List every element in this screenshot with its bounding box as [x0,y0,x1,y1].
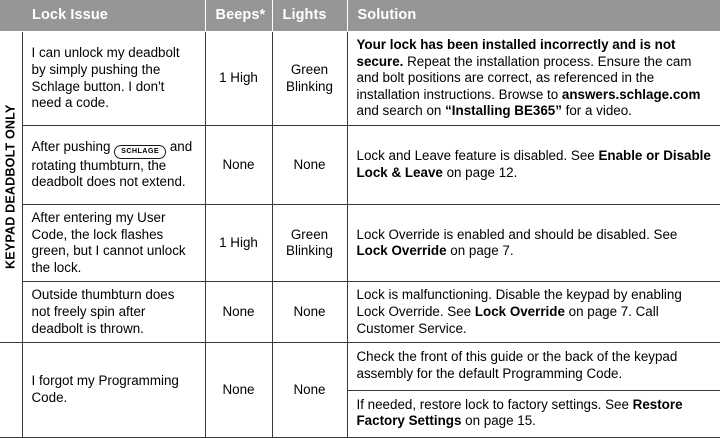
header-category-spacer [0,0,22,32]
solution-emphasis: Your lock has been installed incorrectly and is not secure. [357,37,676,69]
solution-text: on page 12. [443,165,517,180]
cell-beeps: 1 High [205,205,272,282]
header-lights: Lights [272,0,347,32]
table-row [0,282,720,343]
cell-solution [347,32,720,126]
cell-issue [22,126,205,205]
cell-lights: Green Blinking [272,32,347,126]
cell-issue [22,343,205,437]
solution-text: Lock is malfunctioning. Disable the keypad by enabling Lock Override. See [357,287,682,319]
solution-text: If needed, restore lock to factory settings. See [357,397,633,412]
cell-lights: None [272,343,347,437]
solution-emphasis: “Installing BE365” [445,103,562,118]
cell-issue [22,32,205,126]
category-label-keypad-deadbolt-only [0,32,22,343]
solution-text: Check the front of this guide or the back of the keypad assembly for the default Programming Code. [357,349,678,381]
solution-part-1 [348,343,720,390]
row-category-spacer [0,343,22,437]
table-row [0,126,720,205]
issue-text: I can unlock my deadbolt by simply pushing the Schlage button. I don't need a code. [32,45,180,110]
issue-text: Outside thumbturn does not freely spin after deadbolt is thrown. [32,287,175,335]
solution-emphasis: Lock Override [475,304,565,319]
issue-text: I forgot my Programming Code. [32,373,179,405]
header-beeps: Beeps* [205,0,272,32]
cell-lights: Green Blinking [272,205,347,282]
header-row [0,0,720,32]
header-solution: Solution [347,0,720,32]
cell-solution [347,282,720,343]
solution-emphasis: Restore Factory Settings [357,397,683,429]
solution-text: on page 15. [461,413,535,428]
category-label-text: KEYPAD DEADBOLT ONLY [3,105,19,269]
solution-emphasis: Lock Override [357,243,447,258]
schlage-logo-icon: SCHLAGE [114,145,166,159]
cell-solution [347,126,720,205]
issue-text: After pushing [32,139,115,154]
solution-text: and search on [357,103,446,118]
cell-lights: None [272,282,347,343]
cell-beeps: None [205,126,272,205]
table-row [0,343,720,437]
solution-text: on page 7. Call Customer Service. [357,304,659,336]
solution-text: Lock and Leave feature is disabled. See [357,148,599,163]
issue-text: and rotating thumbturn, the deadbolt does not extend. [32,139,193,189]
cell-issue [22,282,205,343]
cell-solution [347,343,720,437]
cell-issue [22,205,205,282]
cell-beeps: None [205,282,272,343]
cell-solution [347,205,720,282]
table-row [0,32,720,126]
table-row [0,205,720,282]
solution-emphasis: Enable or Disable Lock & Leave [357,148,711,180]
solution-text: Repeat the installation process. Ensure the cam and bolt positions are correct, as referenced in the installation instructions. Browse to [357,54,692,102]
solution-text: on page 7. [447,243,514,258]
cell-lights: None [272,126,347,205]
cell-beeps: None [205,343,272,437]
solution-text: Lock Override is enabled and should be disabled. See [357,227,678,242]
header-lock-issue: Lock Issue [22,0,205,32]
issue-text: After entering my User Code, the lock flashes green, but I cannot unlock the lock. [32,210,186,275]
cell-beeps: 1 High [205,32,272,126]
solution-emphasis: answers.schlage.com [562,87,700,102]
table-header [0,0,720,32]
solution-text: for a video. [562,103,632,118]
table-body [0,32,720,438]
